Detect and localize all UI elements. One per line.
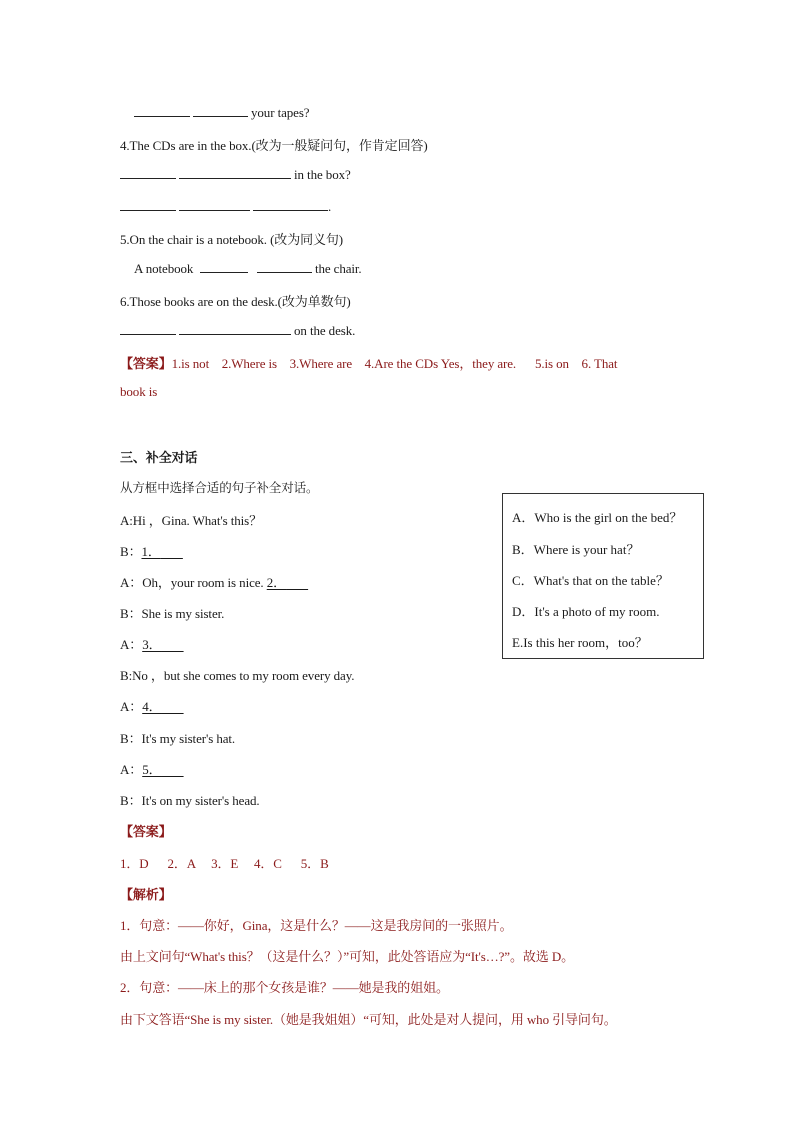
dialogue-line: A：4．: [120, 696, 184, 715]
section-title: 三、补全对话: [120, 451, 198, 466]
question-6-blank-line: on the desk.: [120, 322, 355, 339]
blank[interactable]: [134, 104, 190, 117]
dialogue-blank[interactable]: 1．: [141, 544, 161, 559]
section-instruction: 从方框中选择合适的句子补全对话。: [120, 480, 319, 495]
option-c: C．What's that on the table？: [512, 573, 669, 588]
dialogue-line: B：1．: [120, 541, 183, 560]
dialogue-line: B：It's my sister's hat.: [120, 731, 236, 746]
analysis-line: 2．句意：——床上的那个女孩是谁？——她是我的姐姐。: [120, 980, 449, 995]
analysis-label: 【解析】: [120, 888, 172, 903]
blank[interactable]: [200, 260, 248, 273]
question-5-blank-line: A notebook the chair.: [134, 261, 362, 276]
blank[interactable]: [193, 104, 248, 117]
dialogue-line: A：3．: [120, 634, 184, 653]
question-4-blank-line-2: .: [120, 198, 331, 215]
blank[interactable]: [179, 166, 291, 179]
option-e: E.Is this her room，too？: [512, 635, 648, 650]
blank[interactable]: [179, 198, 250, 211]
dialogue-blank[interactable]: 2．: [266, 575, 287, 590]
question-5: 5.On the chair is a notebook. (改为同义句): [120, 232, 344, 247]
blank[interactable]: [120, 166, 176, 179]
options-box: [502, 493, 704, 659]
blank[interactable]: [257, 260, 312, 273]
analysis-line: 1．句意：——你好，Gina，这是什么？——这是我房间的一张照片。: [120, 918, 513, 933]
question-4: 4.The CDs are in the box.(改为一般疑问句，作肯定回答): [120, 138, 428, 153]
dialogue-line: B：It's on my sister's head.: [120, 793, 260, 808]
question-4-blank-line-1: in the box?: [120, 166, 351, 183]
option-b: B．Where is your hat？: [512, 542, 640, 557]
option-d: D．It's a photo of my room.: [512, 604, 660, 619]
answer-list: 1．D 2．A 3．E 4．C 5．B: [120, 856, 329, 871]
dialogue-line: B:No ，but she comes to my room every day.: [120, 668, 355, 683]
analysis-line: 由下文答语“She is my sister.（她是我姐姐）“可知，此处是对人提问，用 who 引导问句。: [120, 1012, 617, 1027]
exercise-line-3-blanks: your tapes?: [134, 104, 309, 121]
blank[interactable]: [120, 198, 176, 211]
answer-label: 【答案】: [120, 357, 172, 372]
analysis-line: 由上文问句“What's this？（这是什么？）”可知，此处答语应为“It's…?”。故选 D。: [120, 949, 575, 964]
blank[interactable]: [253, 198, 328, 211]
option-a: A．Who is the girl on the bed？: [512, 510, 683, 525]
answer-line-1: 【答案】1.is not 2.Where is 3.Where are 4.Are the CDs Yes，they are. 5.is on 6. That: [120, 356, 618, 372]
dialogue-line: A：Oh，your room is nice. 2．: [120, 572, 308, 591]
answer-label: 【答案】: [120, 825, 172, 840]
dialogue-line: A:Hi ，Gina. What's this？: [120, 513, 262, 528]
dialogue-blank[interactable]: 4．: [142, 699, 162, 714]
dialogue-line: B：She is my sister.: [120, 606, 225, 621]
question-6: 6.Those books are on the desk.(改为单数句): [120, 294, 351, 309]
dialogue-blank[interactable]: 5．: [142, 762, 162, 777]
blank[interactable]: [179, 322, 291, 335]
dialogue-line: A：5．: [120, 759, 184, 778]
answer-line-2: book is: [120, 384, 158, 399]
dialogue-blank[interactable]: 3．: [142, 637, 162, 652]
blank[interactable]: [120, 322, 176, 335]
